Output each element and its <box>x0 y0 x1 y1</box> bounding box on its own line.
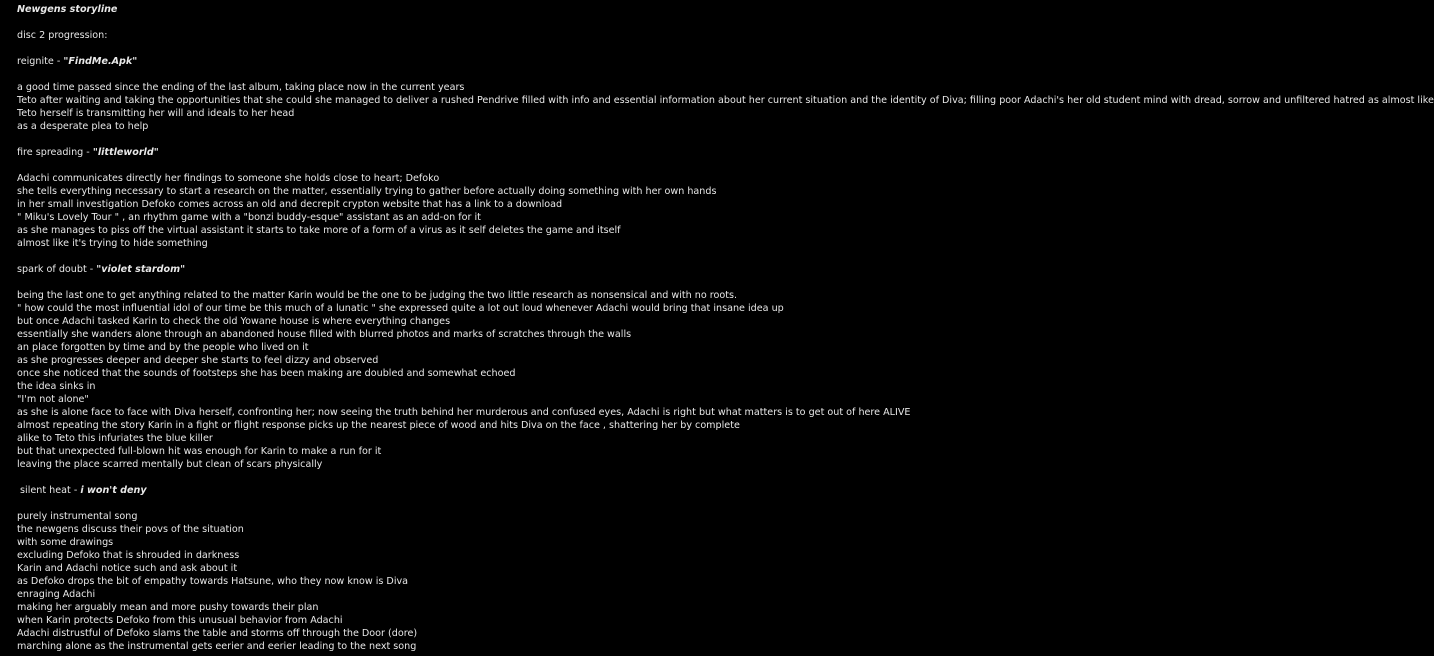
story-line: being the last one to get anything related to the matter Karin would be the one to be judging the two little research as nonsensical and with no roots. <box>17 290 738 301</box>
story-line: as she progresses deeper and deeper she starts to feel dizzy and observed <box>17 355 379 366</box>
story-line: Karin and Adachi notice such and ask about it <box>17 563 238 574</box>
story-line: alike to Teto this infuriates the blue killer <box>17 433 213 444</box>
story-line: as Defoko drops the bit of empathy towards Hatsune, who they now know is Diva <box>17 576 409 587</box>
spacer <box>17 16 1197 29</box>
story-line: " Miku's Lovely Tour " , an rhythm game with a "bonzi buddy-esque" assistant as an add-on for it <box>17 212 481 223</box>
section-prefix: spark of doubt - <box>17 264 97 275</box>
story-line: but once Adachi tasked Karin to check the old Yowane house is where everything changes <box>17 316 451 327</box>
spacer <box>17 133 1197 146</box>
story-line: once she noticed that the sounds of footsteps she has been making are doubled and somewhat echoed <box>17 368 516 379</box>
document-body <box>17 3 1434 653</box>
story-line: the idea sinks in <box>17 381 96 392</box>
story-line: as she manages to piss off the virtual assistant it starts to take more of a form of a virus as it self deletes the game and itself <box>17 225 621 236</box>
story-line: essentially she wanders alone through an abandoned house filled with blurred photos and marks of scratches through the walls <box>17 329 632 340</box>
track-title: i won't deny <box>80 485 147 496</box>
story-line: an place forgotten by time and by the people who lived on it <box>17 342 309 353</box>
section-prefix: fire spreading - <box>17 147 93 158</box>
section-heading <box>17 484 1197 497</box>
section-heading <box>17 146 1197 159</box>
spacer <box>17 250 1197 263</box>
spacer <box>17 471 1197 484</box>
story-line: excluding Defoko that is shrouded in darkness <box>17 550 240 561</box>
story-line: Teto herself is transmitting her will and ideals to her head <box>17 108 295 119</box>
spacer <box>17 68 1197 81</box>
story-line: almost like it's trying to hide something <box>17 238 208 249</box>
story-line: as a desperate plea to help <box>17 121 149 132</box>
story-line: Teto after waiting and taking the opportunities that she could she managed to deliver a rushed Pendrive filled with info and essential information about her current situation and the identity of Diva; filling poor Adachi's her old student mind with dread, sorrow and unfiltered hatred as almost like <box>17 95 1434 106</box>
story-line: she tells everything necessary to start a research on the matter, essentially trying to gather before actually doing something with her own hands <box>17 186 717 197</box>
story-line: in her small investigation Defoko comes across an old and decrepit crypton website that has a link to a download <box>17 199 563 210</box>
track-title: "littleworld" <box>92 147 159 158</box>
track-title: "violet stardom" <box>96 264 186 275</box>
spacer <box>17 42 1197 55</box>
section-prefix: reignite - <box>17 56 64 67</box>
story-line: with some drawings <box>17 537 114 548</box>
story-line: making her arguably mean and more pushy towards their plan <box>17 602 319 613</box>
story-line: Adachi communicates directly her findings to someone she holds close to heart; Defoko <box>17 173 440 184</box>
story-line: leaving the place scarred mentally but clean of scars physically <box>17 459 323 470</box>
story-line: but that unexpected full-blown hit was enough for Karin to make a run for it <box>17 446 382 457</box>
section-heading <box>17 55 1197 68</box>
story-line: purely instrumental song <box>17 511 138 522</box>
story-line: Adachi distrustful of Defoko slams the table and storms off through the Door (dore) <box>17 628 418 639</box>
story-line: a good time passed since the ending of the last album, taking place now in the current years <box>17 82 465 93</box>
track-title: "FindMe.Apk" <box>63 56 138 67</box>
story-line: when Karin protects Defoko from this unusual behavior from Adachi <box>17 615 343 626</box>
story-line: " how could the most influential idol of our time be this much of a lunatic " she expressed quite a lot out loud whenever Adachi would bring that insane idea up <box>17 303 784 314</box>
document-title: Newgens storyline <box>17 4 118 15</box>
document-subtitle: disc 2 progression: <box>17 30 108 41</box>
story-line: enraging Adachi <box>17 589 96 600</box>
spacer <box>17 276 1197 289</box>
section-heading <box>17 263 1197 276</box>
section-prefix: silent heat - <box>17 485 81 496</box>
story-line: as she is alone face to face with Diva herself, confronting her; now seeing the truth behind her murderous and confused eyes, Adachi is right but what matters is to get out of here ALIVE <box>17 407 911 418</box>
story-line: marching alone as the instrumental gets eerier and eerier leading to the next song <box>17 641 417 652</box>
story-line: the newgens discuss their povs of the situation <box>17 524 244 535</box>
story-line: almost repeating the story Karin in a fight or flight response picks up the nearest piece of wood and hits Diva on the face , shattering her by complete <box>17 420 740 431</box>
spacer <box>17 497 1197 510</box>
spacer <box>17 159 1197 172</box>
story-line: "I'm not alone" <box>17 394 89 405</box>
